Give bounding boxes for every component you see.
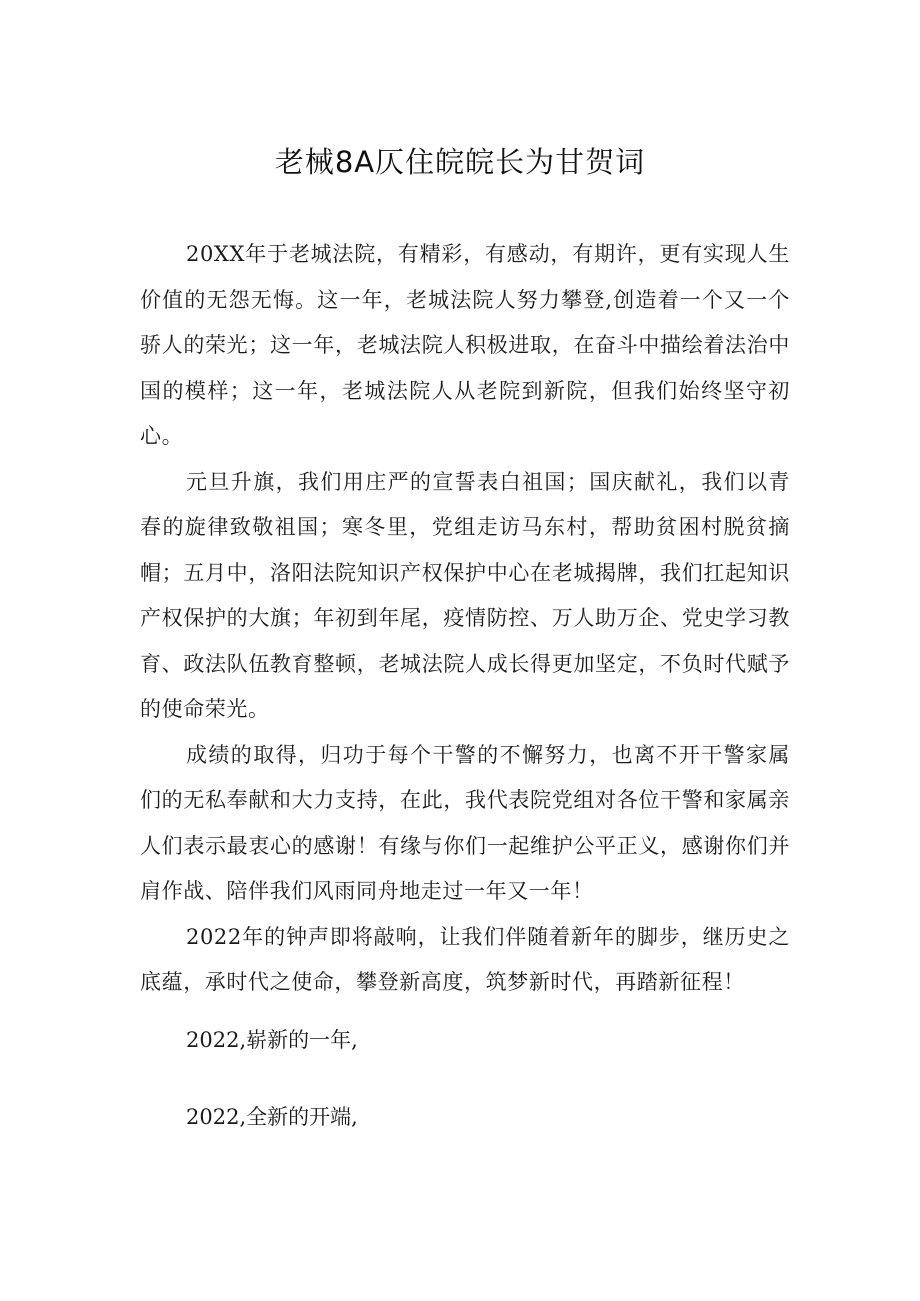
closing-line-1: 2022,崭新的一年, — [186, 1027, 358, 1052]
document-body — [140, 232, 790, 1141]
document-title: 老械8A仄住皖皖长为甘贺词 — [274, 145, 646, 179]
paragraph-3: 成绩的取得，归功于每个干警的不懈努力，也离不开干警家属们的无私奉献和大力支持，在此，我代表院党组对各位干警和家属亲人们表示最衷心的感谢！有缘与你们一起维护公平正义，感谢你们并肩作战、陪伴我们风雨同舟地走过一年又一年！ — [140, 742, 790, 903]
paragraph-4: 2022年的钟声即将敲响，让我们伴随着新年的脚步，继历史之底蕴，承时代之使命，攀登新高度，筑梦新时代，再踏新征程！ — [140, 924, 790, 994]
paragraph-1: 20XX年于老城法院，有精彩，有感动，有期许，更有实现人生价值的无怨无悔。这一年，老城法院人努力攀登,创造着一个又一个骄人的荣光；这一年，老城法院人积极进取，在奋斗中描绘着法治中国的模样；这一年，老城法院人从老院到新院，但我们始终坚守初心。 — [140, 242, 790, 448]
closing-line-2: 2022,全新的开端, — [186, 1105, 358, 1129]
paragraph-2: 元旦升旗，我们用庄严的宣誓表白祖国；国庆献礼，我们以青春的旋律致敬祖国；寒冬里，党组走访马东村，帮助贫困村脱贫摘帽；五月中，洛阳法院知识产权保护中心在老城揭牌，我们扛起知识产权保护的大旗；年初到年尾，疫情防控、万人助万企、党史学习教育、政法队伍教育整顿，老城法院人成长得更加坚定，不负时代赋予的使命荣光。 — [140, 469, 790, 721]
